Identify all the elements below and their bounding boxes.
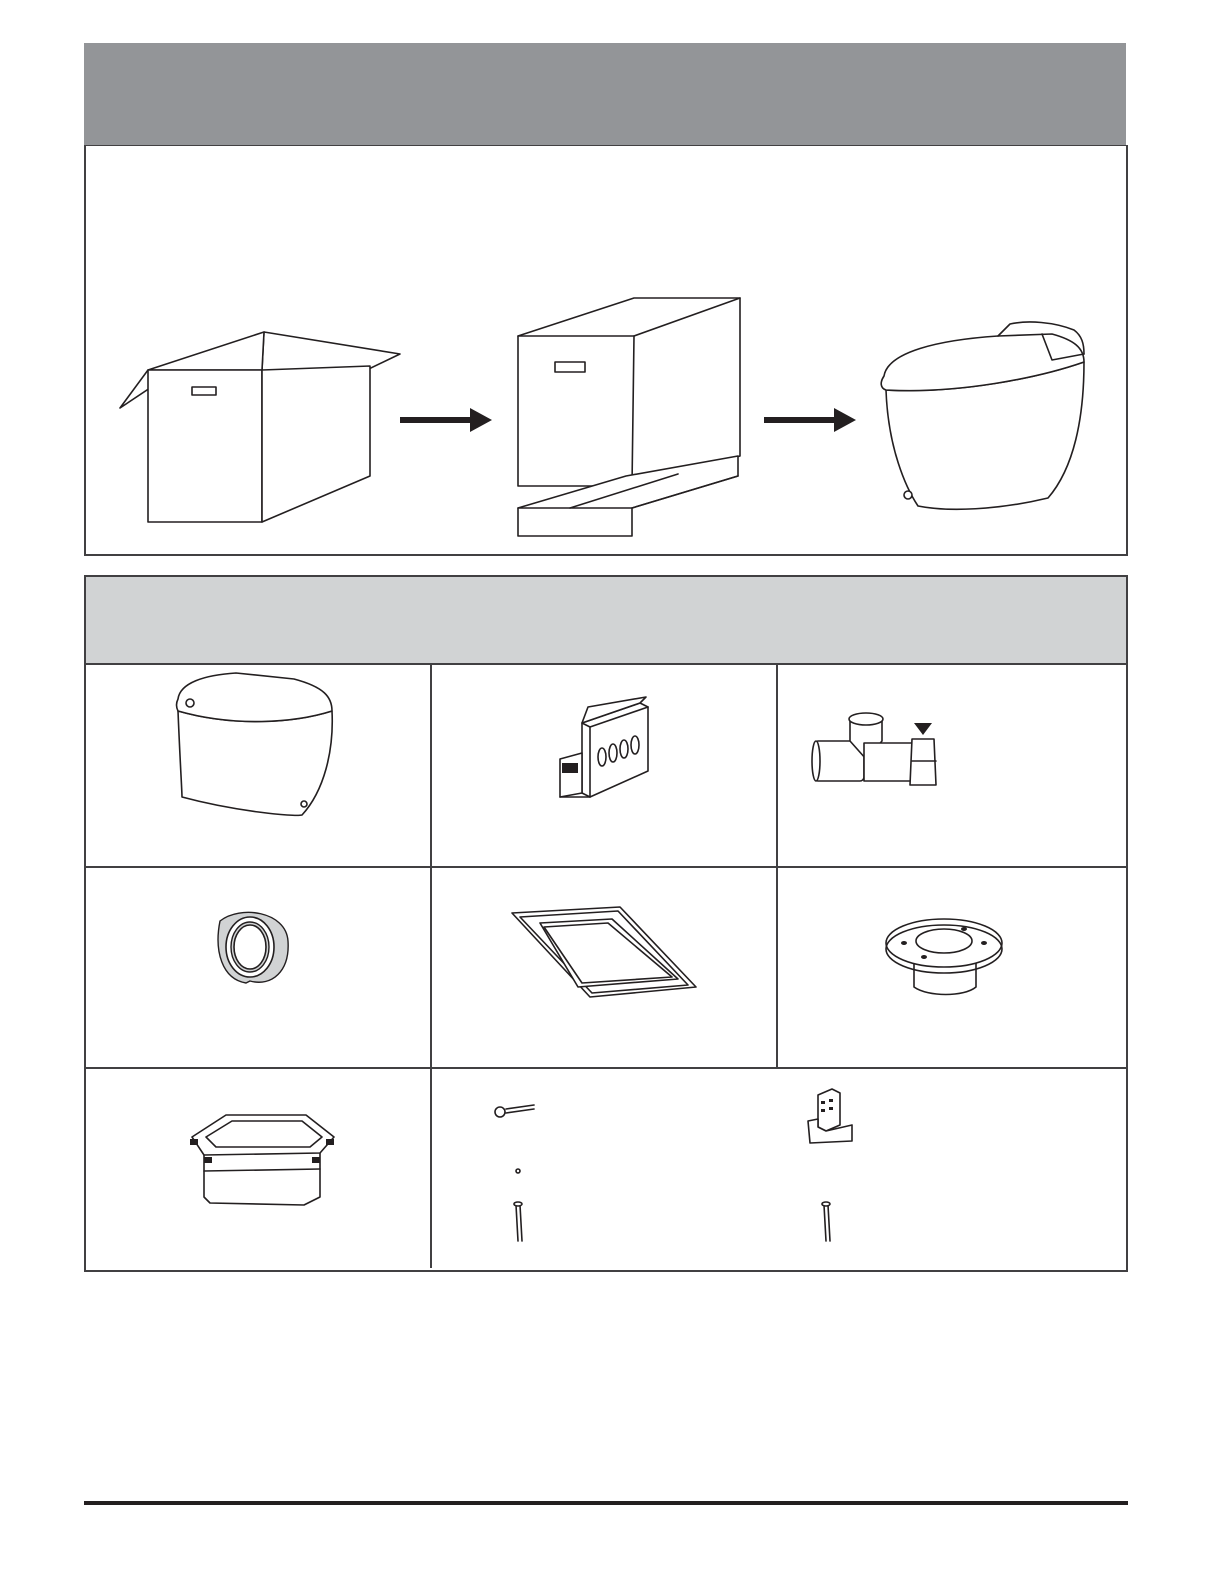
wall-bracket-icon (552, 697, 656, 803)
grid-divider (430, 665, 432, 1268)
lift-carton-icon (514, 296, 746, 542)
junction-box-icon (186, 1113, 336, 1209)
parts-list-header (84, 575, 1128, 665)
template-sheet-icon (510, 905, 702, 1001)
footer-rule (84, 1501, 1128, 1505)
arrow-right-icon (400, 408, 492, 432)
parts-grid (84, 663, 1128, 1272)
smart-toilet-icon (174, 671, 334, 817)
section-header-bar (84, 43, 1126, 145)
hardware-set-icon (492, 1081, 852, 1245)
grid-divider (86, 866, 1126, 868)
smart-toilet-icon (878, 318, 1088, 514)
wax-ring-icon (210, 901, 292, 987)
floor-flange-icon (884, 917, 1008, 999)
grid-divider (86, 1067, 1126, 1069)
arrow-right-icon (764, 408, 856, 432)
angle-valve-icon (810, 711, 960, 791)
open-box-icon (116, 330, 406, 530)
unboxing-panel (84, 145, 1128, 556)
